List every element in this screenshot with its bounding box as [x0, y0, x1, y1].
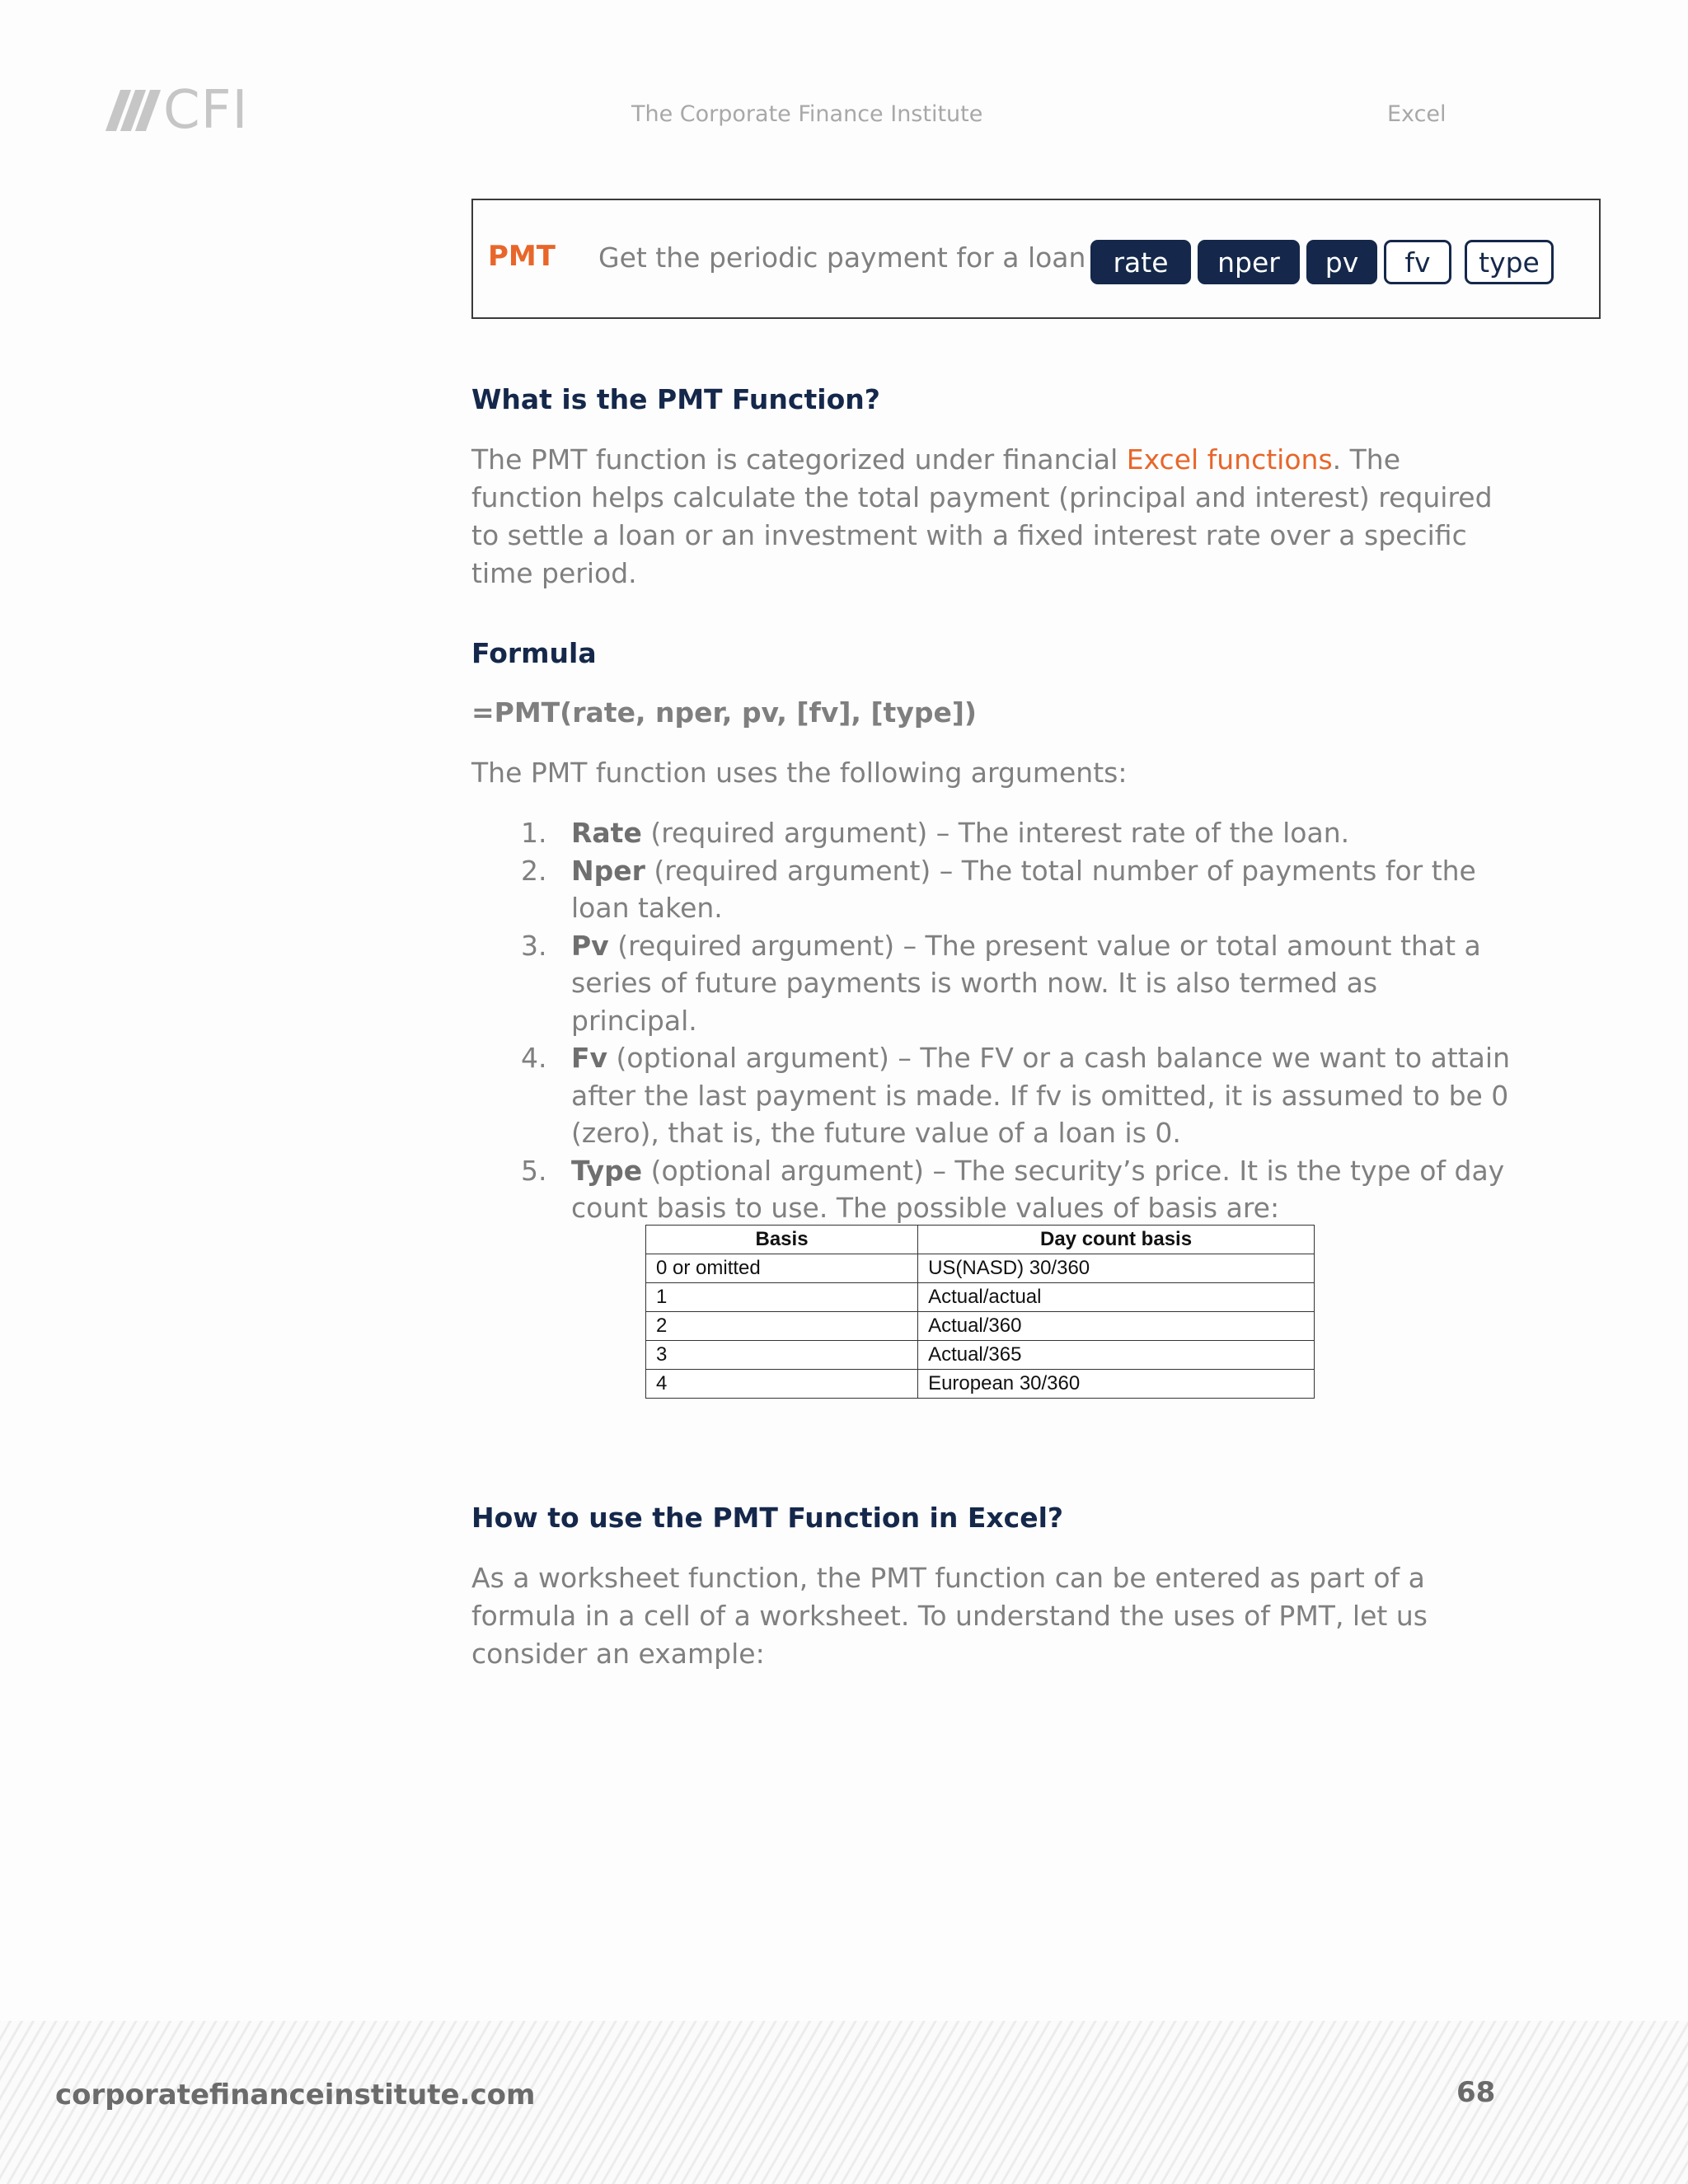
table-header: Basis: [646, 1226, 918, 1254]
table-row: [646, 1370, 1315, 1399]
arg-pill-rate: rate: [1090, 240, 1191, 284]
cfi-logo: [113, 80, 249, 141]
argument-term: Pv: [571, 929, 609, 962]
argument-description: (required argument) – The present value or total amount that a series of future payments is worth now. It is also termed as principal.: [571, 929, 1481, 1037]
excel-functions-link[interactable]: Excel functions: [1126, 443, 1333, 476]
footer-website[interactable]: corporatefinanceinstitute.com: [55, 2079, 536, 2111]
arguments-list: [471, 814, 1510, 1227]
intro-paragraph: [471, 441, 1502, 593]
list-item: [471, 814, 1510, 852]
argument-pills: [1090, 240, 1560, 284]
table-cell: 2: [646, 1312, 918, 1341]
table-header: Day count basis: [918, 1226, 1315, 1254]
table-row: [646, 1254, 1315, 1283]
argument-term: Nper: [571, 854, 645, 887]
argument-term: Rate: [571, 817, 642, 849]
list-number: 2.: [521, 854, 547, 887]
table-cell: 0 or omitted: [646, 1254, 918, 1283]
table-row: [646, 1283, 1315, 1312]
arguments-intro: The PMT function uses the following arguments:: [471, 757, 1128, 789]
basis-table: [645, 1225, 1315, 1399]
function-name: PMT: [488, 240, 556, 273]
argument-description: (required argument) – The interest rate of the loan.: [641, 817, 1350, 849]
argument-description: (optional argument) – The security’s price. It is the type of day count basis to use. The possible values of basis are:: [571, 1154, 1505, 1224]
arg-pill-nper: nper: [1198, 240, 1300, 284]
argument-term: Type: [571, 1154, 643, 1187]
argument-term: Fv: [571, 1042, 608, 1074]
section-heading-how-to-use: How to use the PMT Function in Excel?: [471, 1502, 1064, 1534]
formula-syntax: =PMT(rate, nper, pv, [fv], [type]): [471, 696, 977, 729]
arg-pill-type: type: [1465, 240, 1554, 284]
list-number: 1.: [521, 817, 547, 849]
function-summary-box: [471, 199, 1601, 319]
table-cell: Actual/actual: [918, 1283, 1315, 1312]
table-cell: 3: [646, 1341, 918, 1370]
table-row: [646, 1341, 1315, 1370]
table-cell: European 30/360: [918, 1370, 1315, 1399]
list-number: 4.: [521, 1042, 547, 1074]
list-item: [471, 852, 1510, 927]
list-item: [471, 927, 1510, 1040]
list-number: 3.: [521, 929, 547, 962]
section-heading-formula: Formula: [471, 637, 597, 669]
table-cell: US(NASD) 30/360: [918, 1254, 1315, 1283]
logo-text: CFI: [163, 80, 249, 141]
section-heading-what-is: What is the PMT Function?: [471, 383, 880, 415]
intro-text-after: . The function helps calculate the total payment (principal and interest) required to settle a loan or an investment with a fixed interest rate over a specific time period.: [471, 443, 1493, 589]
table-cell: 1: [646, 1283, 918, 1312]
table-cell: 4: [646, 1370, 918, 1399]
table-header-row: [646, 1226, 1315, 1254]
argument-description: (required argument) – The total number of payments for the loan taken.: [571, 854, 1476, 924]
page-number: 68: [1456, 2076, 1496, 2109]
list-item: [471, 1039, 1510, 1152]
table-row: [646, 1312, 1315, 1341]
intro-text-before: The PMT function is categorized under financial: [471, 443, 1127, 476]
list-number: 5.: [521, 1154, 547, 1187]
argument-description: (optional argument) – The FV or a cash balance we want to attain after the last payment is made. If fv is omitted, it is assumed to be 0 (zero), that is, the future value of a loan is 0.: [571, 1042, 1510, 1149]
list-item: [471, 1152, 1510, 1227]
table-cell: Actual/360: [918, 1312, 1315, 1341]
arg-pill-pv: pv: [1306, 240, 1377, 284]
header-title: The Corporate Finance Institute: [631, 101, 983, 127]
function-description: Get the periodic payment for a loan: [598, 241, 1086, 274]
arg-pill-fv: fv: [1384, 240, 1451, 284]
logo-slashes-icon: [113, 90, 153, 131]
table-cell: Actual/365: [918, 1341, 1315, 1370]
header-section: Excel: [1387, 101, 1447, 127]
how-to-use-paragraph: As a worksheet function, the PMT function can be entered as part of a formula in a cell of a worksheet. To understand the uses of PMT, let us consider an example:: [471, 1562, 1428, 1670]
